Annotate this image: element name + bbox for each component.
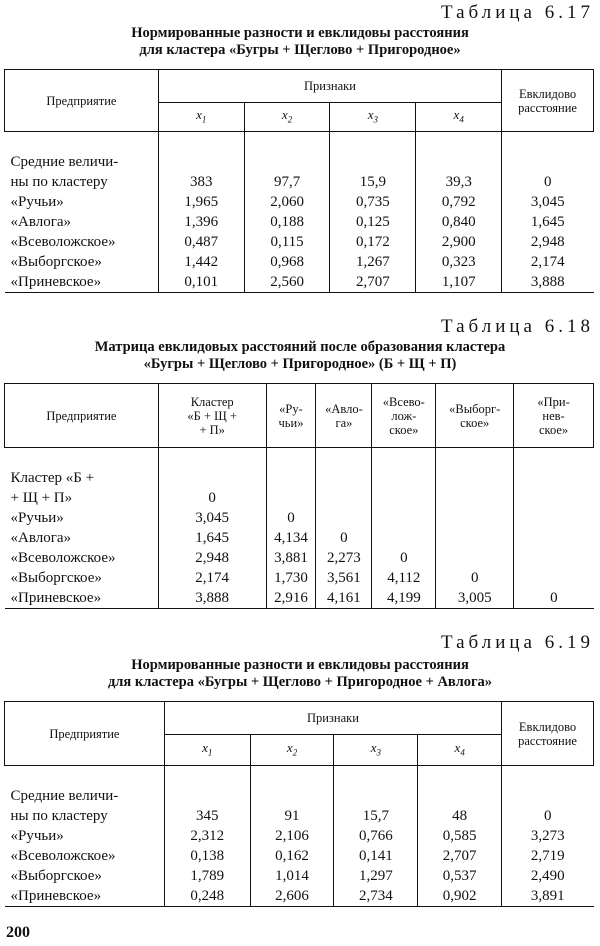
table-6-19 bbox=[4, 701, 594, 907]
table-row: «Выборгское» 2,174 1,730 3,561 4,112 0 bbox=[5, 568, 594, 588]
table-6-19-label: Таблица 6.19 bbox=[440, 632, 594, 653]
table-6-17-label: Таблица 6.17 bbox=[440, 2, 594, 23]
column-header: «Всево- лож- ское» bbox=[372, 384, 436, 448]
table-row: Кластер «Б + bbox=[5, 468, 594, 488]
table-row: «Всеволожское» 2,948 3,881 2,273 0 bbox=[5, 548, 594, 568]
table-6-18-title: Матрица евклидовых расстояний после образования кластера «Бугры + Щеглово + Пригородное» (Б + Щ + П) bbox=[94, 339, 506, 372]
table-6-19-title: Нормированные разности и евклидовы расстояния для кластера «Бугры + Щеглово + Пригородное + Авлога» bbox=[107, 657, 493, 690]
table-row: «Ручьи» 1,965 2,060 0,735 0,792 3,045 bbox=[5, 192, 594, 212]
table-row: Средние величи- bbox=[5, 152, 594, 172]
column-header: «При- нев- ское» bbox=[514, 384, 594, 448]
column-header: Кластер «Б + Щ + + П» bbox=[158, 384, 266, 448]
table-6-18 bbox=[4, 383, 594, 609]
var-header: $x_4$ bbox=[416, 103, 502, 132]
table-row: ны по кластеру 383 97,7 15,9 39,3 0 bbox=[5, 172, 594, 192]
table-row: «Всеволожское» 0,138 0,162 0,141 2,707 2,719 bbox=[5, 846, 594, 866]
table-row: «Приневское» 0,248 2,606 2,734 0,902 3,891 bbox=[5, 886, 594, 907]
table-row: «Приневское» 3,888 2,916 4,161 4,199 3,005 0 bbox=[5, 588, 594, 609]
table-row: «Выборгское» 1,789 1,014 1,297 0,537 2,490 bbox=[5, 866, 594, 886]
var-header: $x_1$ bbox=[164, 735, 250, 766]
table-row: «Авлога» 1,396 0,188 0,125 0,840 1,645 bbox=[5, 212, 594, 232]
distance-header: Евклидово расстояние bbox=[502, 702, 594, 766]
table-6-18-label: Таблица 6.18 bbox=[440, 316, 594, 337]
table-6-17 bbox=[4, 69, 594, 293]
table-row: «Выборгское» 1,442 0,968 1,267 0,323 2,174 bbox=[5, 252, 594, 272]
enterprise-header: Предприятие bbox=[5, 70, 159, 132]
column-header: «Выборг- ское» bbox=[436, 384, 514, 448]
var-header: $x_2$ bbox=[250, 735, 334, 766]
table-row: + Щ + П» 0 bbox=[5, 488, 594, 508]
enterprise-header: Предприятие bbox=[5, 384, 159, 448]
page-number: 200 bbox=[6, 924, 30, 941]
var-header: $x_3$ bbox=[330, 103, 416, 132]
table-6-17-title: Нормированные разности и евклидовы расстояния для кластера «Бугры + Щеглово + Пригородное» bbox=[131, 25, 469, 58]
table-row: «Ручьи» 2,312 2,106 0,766 0,585 3,273 bbox=[5, 826, 594, 846]
var-header: $x_2$ bbox=[244, 103, 330, 132]
var-header: $x_4$ bbox=[418, 735, 502, 766]
column-header: «Ру- чьи» bbox=[266, 384, 316, 448]
var-header: $x_1$ bbox=[158, 103, 244, 132]
var-header: $x_3$ bbox=[334, 735, 418, 766]
table-row: ны по кластеру 345 91 15,7 48 0 bbox=[5, 806, 594, 826]
distance-header: Евклидово расстояние bbox=[502, 70, 594, 132]
features-header: Признаки bbox=[158, 70, 501, 103]
features-header: Признаки bbox=[164, 702, 501, 735]
table-row: Средние величи- bbox=[5, 786, 594, 806]
table-row: «Приневское» 0,101 2,560 2,707 1,107 3,888 bbox=[5, 272, 594, 293]
column-header: «Авло- га» bbox=[316, 384, 372, 448]
enterprise-header: Предприятие bbox=[5, 702, 165, 766]
table-row: «Авлога» 1,645 4,134 0 bbox=[5, 528, 594, 548]
table-row: «Ручьи» 3,045 0 bbox=[5, 508, 594, 528]
table-row: «Всеволожское» 0,487 0,115 0,172 2,900 2,948 bbox=[5, 232, 594, 252]
